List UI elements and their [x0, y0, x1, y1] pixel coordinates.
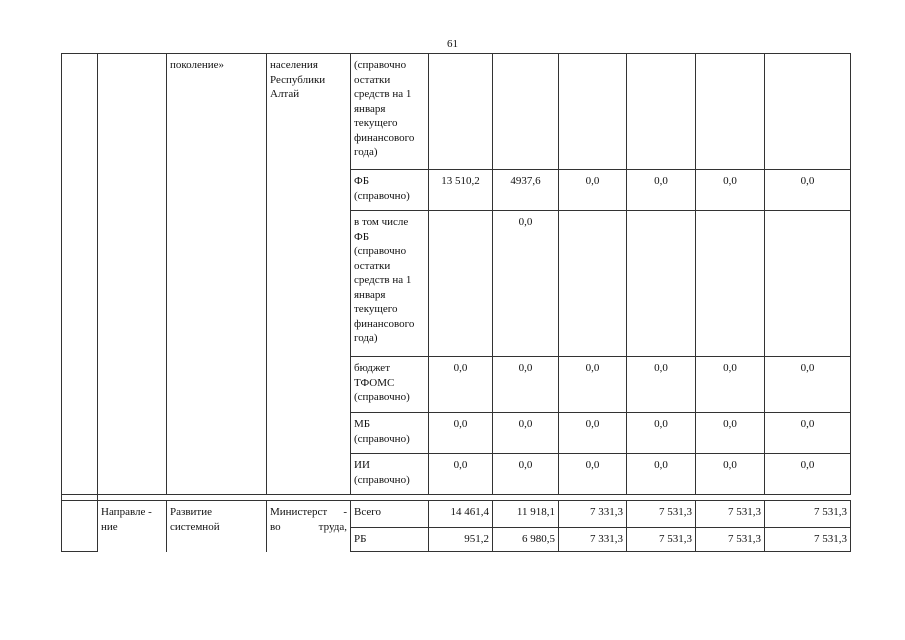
- value-cell: 0,0: [429, 357, 493, 413]
- source-label-cell: (справочно остатки средств на 1 января текущего финансового года): [351, 54, 429, 170]
- value-cell: 0,0: [559, 454, 627, 495]
- value-cell: 7 531,3: [696, 501, 765, 528]
- source-label-cell: в том числе ФБ (справочно остатки средств на 1 января текущего финансового года): [351, 211, 429, 357]
- value-cell: 0,0: [493, 357, 559, 413]
- value-cell: 7 331,3: [559, 501, 627, 528]
- value-cell: 0,0: [696, 170, 765, 211]
- value-cell: [429, 54, 493, 170]
- value-cell: 0,0: [627, 170, 696, 211]
- direction-name-cell: Развитие системной: [167, 501, 267, 552]
- value-cell: [559, 54, 627, 170]
- value-cell: 0,0: [493, 211, 559, 357]
- value-cell: 0,0: [627, 413, 696, 454]
- table-row: [62, 54, 851, 170]
- source-label-cell: ИИ (справочно): [351, 454, 429, 495]
- blank-cell: [62, 501, 98, 552]
- value-cell: [429, 211, 493, 357]
- value-cell: [493, 54, 559, 170]
- executor-cell: населения Республики Алтай: [267, 54, 351, 495]
- page-number: 61: [447, 38, 458, 50]
- value-cell: 0,0: [559, 357, 627, 413]
- executor-cell: Министерст - во труда,: [267, 501, 351, 552]
- value-cell: 0,0: [429, 413, 493, 454]
- value-cell: 14 461,4: [429, 501, 493, 528]
- value-cell: [559, 211, 627, 357]
- value-cell: [627, 211, 696, 357]
- value-cell: 0,0: [765, 413, 851, 454]
- value-cell: [696, 211, 765, 357]
- value-cell: 0,0: [765, 357, 851, 413]
- value-cell: 7 531,3: [627, 501, 696, 528]
- value-cell: 7 531,3: [765, 528, 851, 552]
- value-cell: 0,0: [429, 454, 493, 495]
- value-cell: [696, 54, 765, 170]
- value-cell: 0,0: [696, 357, 765, 413]
- value-cell: 0,0: [765, 170, 851, 211]
- value-cell: 13 510,2: [429, 170, 493, 211]
- value-cell: 0,0: [696, 413, 765, 454]
- value-cell: 0,0: [559, 170, 627, 211]
- value-cell: 0,0: [493, 413, 559, 454]
- direction-cell: Направле - ние: [98, 501, 167, 552]
- blank-cell: [98, 54, 167, 495]
- source-label-cell: Всего: [351, 501, 429, 528]
- source-label-cell: бюджет ТФОМС (справочно): [351, 357, 429, 413]
- value-cell: 0,0: [627, 454, 696, 495]
- program-name-cell: поколение»: [167, 54, 267, 495]
- value-cell: 11 918,1: [493, 501, 559, 528]
- budget-table: [61, 53, 851, 552]
- value-cell: 0,0: [696, 454, 765, 495]
- value-cell: 7 531,3: [627, 528, 696, 552]
- value-cell: 7 531,3: [696, 528, 765, 552]
- value-cell: 0,0: [559, 413, 627, 454]
- source-label-cell: РБ: [351, 528, 429, 552]
- value-cell: 0,0: [765, 454, 851, 495]
- value-cell: 7 331,3: [559, 528, 627, 552]
- value-cell: [765, 211, 851, 357]
- value-cell: [627, 54, 696, 170]
- value-cell: 7 531,3: [765, 501, 851, 528]
- source-label-cell: МБ (справочно): [351, 413, 429, 454]
- value-cell: 4937,6: [493, 170, 559, 211]
- value-cell: 951,2: [429, 528, 493, 552]
- table-row: [62, 501, 851, 528]
- source-label-cell: ФБ (справочно): [351, 170, 429, 211]
- blank-cell: [62, 54, 98, 495]
- value-cell: [765, 54, 851, 170]
- value-cell: 0,0: [493, 454, 559, 495]
- value-cell: 0,0: [627, 357, 696, 413]
- value-cell: 6 980,5: [493, 528, 559, 552]
